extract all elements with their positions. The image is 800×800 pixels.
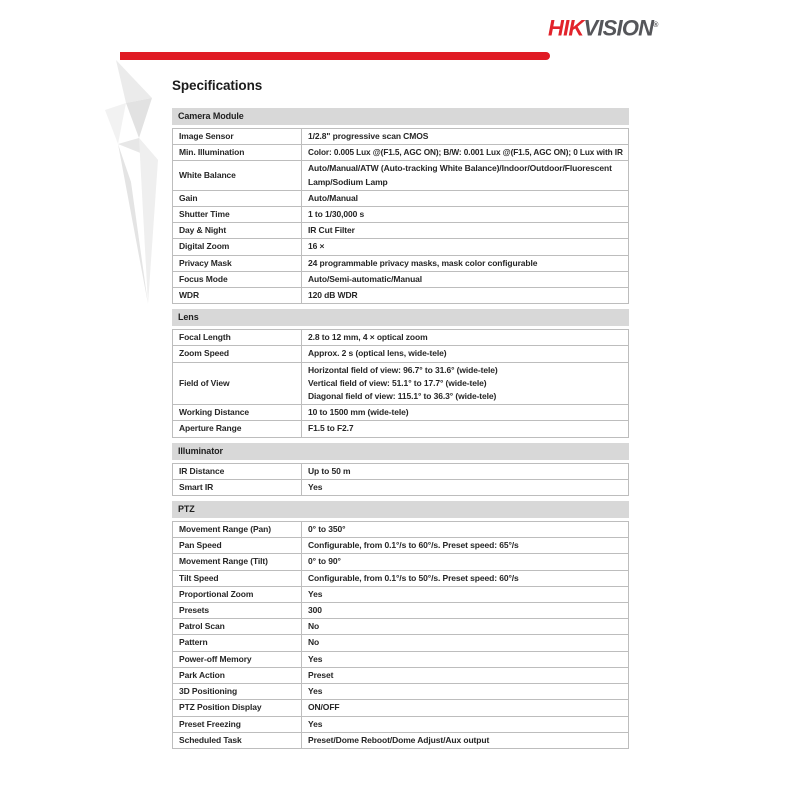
- table-row: [173, 700, 629, 716]
- table-row: [173, 635, 629, 651]
- table-row: [173, 288, 629, 304]
- spec-value: [302, 635, 629, 651]
- section-header: Lens: [172, 309, 629, 326]
- table-row: [173, 667, 629, 683]
- spec-section: [172, 501, 629, 749]
- spec-label: Image Sensor: [173, 129, 302, 145]
- table-row: [173, 732, 629, 748]
- spec-label: Presets: [173, 603, 302, 619]
- spec-value: [302, 700, 629, 716]
- spec-value: [302, 651, 629, 667]
- section-header: Camera Module: [172, 108, 629, 125]
- spec-value-line: 1 to 1/30,000 s: [308, 209, 365, 220]
- red-accent-line: [120, 52, 550, 60]
- spec-label: Focal Length: [173, 330, 302, 346]
- spec-label: Zoom Speed: [173, 346, 302, 362]
- spec-value-line: No: [308, 621, 320, 632]
- section-rows: [172, 128, 629, 304]
- spec-value: [302, 330, 629, 346]
- table-row: [173, 651, 629, 667]
- spec-label: Tilt Speed: [173, 570, 302, 586]
- table-row: [173, 479, 629, 495]
- spec-value-line: Configurable, from 0.1°/s to 60°/s. Preset speed: 65°/s: [308, 540, 519, 551]
- spec-value-line: Auto/Manual: [308, 192, 358, 203]
- spec-value-line: 300: [308, 605, 322, 616]
- spec-label: Min. Illumination: [173, 145, 302, 161]
- page-title: Specifications: [172, 78, 263, 93]
- spec-value-line: 0° to 90°: [308, 556, 341, 567]
- spec-value: [302, 362, 629, 405]
- table-row: [173, 145, 629, 161]
- spec-label: IR Distance: [173, 463, 302, 479]
- spec-value: [302, 522, 629, 538]
- spec-value-line: Configurable, from 0.1°/s to 50°/s. Preset speed: 60°/s: [308, 572, 519, 583]
- table-row: [173, 570, 629, 586]
- table-row: [173, 239, 629, 255]
- spec-label: Focus Mode: [173, 271, 302, 287]
- spec-value: [302, 288, 629, 304]
- spec-value-line: Preset: [308, 669, 334, 680]
- spec-value: [302, 463, 629, 479]
- table-row: [173, 362, 629, 405]
- table-row: [173, 405, 629, 421]
- spec-value-line: 10 to 1500 mm (wide-tele): [308, 407, 409, 418]
- spec-value: [302, 405, 629, 421]
- spec-value-line: F1.5 to F2.7: [308, 423, 354, 434]
- watermark-graphic: [98, 58, 176, 310]
- spec-value-line: Horizontal field of view: 96.7° to 31.6° (wide-tele): [308, 364, 498, 375]
- spec-label: Park Action: [173, 667, 302, 683]
- table-row: [173, 271, 629, 287]
- spec-value-line: Yes: [308, 653, 323, 664]
- spec-value: [302, 239, 629, 255]
- table-row: [173, 223, 629, 239]
- spec-value-line: Approx. 2 s (optical lens, wide-tele): [308, 348, 447, 359]
- table-row: [173, 421, 629, 437]
- spec-value: [302, 603, 629, 619]
- spec-value: [302, 716, 629, 732]
- spec-value-line: 2.8 to 12 mm, 4 × optical zoom: [308, 332, 428, 343]
- spec-value-line: Yes: [308, 588, 323, 599]
- spec-value-line: 0° to 350°: [308, 524, 346, 535]
- spec-label: Day & Night: [173, 223, 302, 239]
- spec-value-line: No: [308, 637, 320, 648]
- spec-value: [302, 570, 629, 586]
- spec-value-line: Lamp/Sodium Lamp: [308, 176, 388, 187]
- hikvision-logo: [548, 14, 659, 41]
- spec-value-line: 24 programmable privacy masks, mask color configurable: [308, 257, 538, 268]
- spec-label: Power-off Memory: [173, 651, 302, 667]
- spec-value-line: Yes: [308, 686, 323, 697]
- spec-label: WDR: [173, 288, 302, 304]
- spec-value: [302, 190, 629, 206]
- table-row: [173, 161, 629, 190]
- spec-label: Working Distance: [173, 405, 302, 421]
- spec-label: Scheduled Task: [173, 732, 302, 748]
- table-row: [173, 129, 629, 145]
- logo-registered-mark: ®: [653, 22, 659, 29]
- spec-section: [172, 309, 629, 437]
- spec-value: [302, 684, 629, 700]
- table-row: [173, 463, 629, 479]
- spec-section: [172, 443, 629, 496]
- spec-label: 3D Positioning: [173, 684, 302, 700]
- spec-value-line: Diagonal field of view: 115.1° to 36.3° (wide-tele): [308, 391, 497, 402]
- section-rows: [172, 521, 629, 749]
- spec-value: [302, 479, 629, 495]
- table-row: [173, 190, 629, 206]
- table-row: [173, 538, 629, 554]
- spec-value: [302, 732, 629, 748]
- spec-label: Digital Zoom: [173, 239, 302, 255]
- spec-value: [302, 129, 629, 145]
- spec-value: [302, 207, 629, 223]
- spec-value-line: Yes: [308, 718, 323, 729]
- spec-value-line: 1/2.8" progressive scan CMOS: [308, 131, 429, 141]
- spec-value: [302, 538, 629, 554]
- spec-label: Proportional Zoom: [173, 586, 302, 602]
- spec-value-line: Preset/Dome Reboot/Dome Adjust/Aux output: [308, 734, 490, 745]
- spec-label: Privacy Mask: [173, 255, 302, 271]
- section-header: PTZ: [172, 501, 629, 518]
- spec-label: Movement Range (Tilt): [173, 554, 302, 570]
- spec-label: Aperture Range: [173, 421, 302, 437]
- table-row: [173, 684, 629, 700]
- spec-value-line: ON/OFF: [308, 702, 340, 713]
- spec-table: [172, 108, 629, 754]
- table-row: [173, 586, 629, 602]
- spec-value: [302, 145, 629, 161]
- spec-label: Patrol Scan: [173, 619, 302, 635]
- spec-label: Pattern: [173, 635, 302, 651]
- table-row: [173, 603, 629, 619]
- spec-value-line: Color: 0.005 Lux @(F1.5, AGC ON); B/W: 0.001 Lux @(F1.5, AGC ON); 0 Lux with IR: [308, 147, 623, 158]
- spec-label: Field of View: [173, 362, 302, 405]
- table-row: [173, 207, 629, 223]
- table-row: [173, 716, 629, 732]
- table-row: [173, 554, 629, 570]
- spec-value-line: Up to 50 m: [308, 465, 351, 476]
- spec-value: [302, 619, 629, 635]
- spec-value: [302, 586, 629, 602]
- spec-value: [302, 223, 629, 239]
- table-row: [173, 522, 629, 538]
- spec-value: [302, 161, 629, 190]
- spec-label: Smart IR: [173, 479, 302, 495]
- spec-value-line: Auto/Semi-automatic/Manual: [308, 273, 423, 284]
- spec-value-line: Auto/Manual/ATW (Auto-tracking White Balance)/Indoor/Outdoor/Fluorescent: [308, 163, 612, 174]
- spec-value-line: 16 ×: [308, 241, 325, 252]
- spec-value-line: Vertical field of view: 51.1° to 17.7° (wide-tele): [308, 377, 487, 388]
- spec-value-line: Yes: [308, 481, 323, 492]
- logo-hik-text: HIK: [548, 15, 584, 41]
- section-header: Illuminator: [172, 443, 629, 460]
- spec-value-line: IR Cut Filter: [308, 225, 355, 236]
- logo-vision-text: VISION: [583, 15, 654, 41]
- table-row: [173, 346, 629, 362]
- spec-label: Shutter Time: [173, 207, 302, 223]
- spec-section: [172, 108, 629, 304]
- spec-value: [302, 421, 629, 437]
- section-rows: [172, 329, 629, 437]
- spec-value: [302, 554, 629, 570]
- spec-label: PTZ Position Display: [173, 700, 302, 716]
- section-rows: [172, 463, 629, 496]
- spec-label: Preset Freezing: [173, 716, 302, 732]
- table-row: [173, 330, 629, 346]
- spec-value: [302, 271, 629, 287]
- spec-label: Gain: [173, 190, 302, 206]
- spec-label: White Balance: [173, 161, 302, 190]
- spec-value: [302, 255, 629, 271]
- spec-label: Movement Range (Pan): [173, 522, 302, 538]
- spec-label: Pan Speed: [173, 538, 302, 554]
- spec-value: [302, 667, 629, 683]
- table-row: [173, 619, 629, 635]
- table-row: [173, 255, 629, 271]
- spec-value: [302, 346, 629, 362]
- spec-value-line: 120 dB WDR: [308, 290, 358, 301]
